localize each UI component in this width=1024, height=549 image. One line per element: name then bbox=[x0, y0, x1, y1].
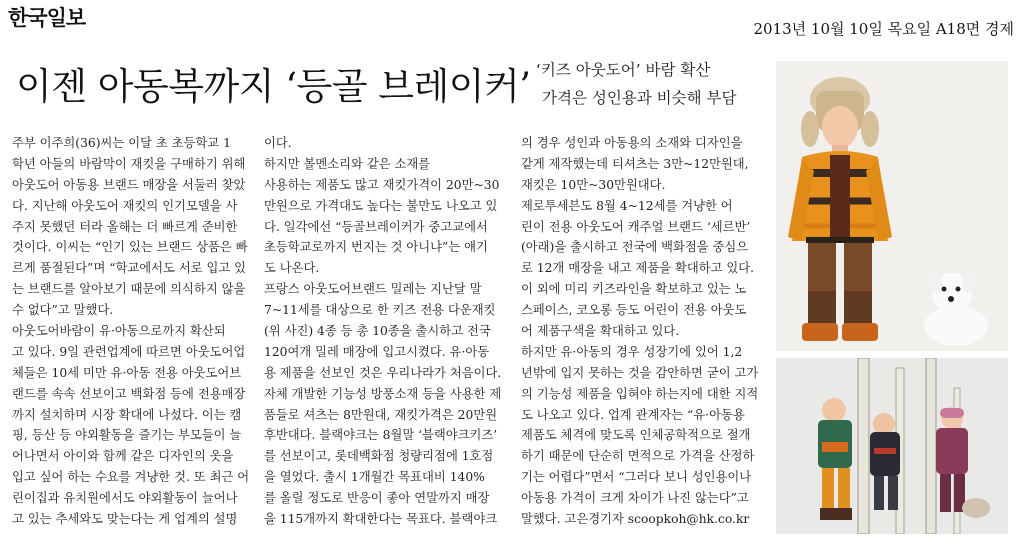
body-text-line: 사용하는 제품도 많고 재킷가격이 20만~30 bbox=[264, 177, 500, 192]
body-text-line: 년밖에 입지 못하는 것을 감안하면 굳이 고가 bbox=[521, 365, 759, 380]
body-text-line: 어나면서 아이와 함께 같은 디자인의 옷을 bbox=[12, 449, 234, 464]
subhead-line-1: ‘키즈 아웃도어’ 바람 확산 bbox=[536, 61, 711, 79]
body-text-line: 을 115개까지 확대한다는 목표다. 블랙야크 bbox=[264, 512, 498, 527]
body-text-line: 이다. bbox=[264, 136, 292, 150]
body-text-line: 초등학교로까지 번지는 것 아니냐”는 얘기 bbox=[264, 240, 488, 255]
body-text-line: 스페이스, 코오롱 등도 어린이 전용 아웃도 bbox=[521, 303, 747, 318]
body-text-line: 고 있는 추세와도 맞는다는 게 업계의 설명 bbox=[12, 512, 238, 527]
body-text-line: 것이다. 이씨는 “인기 있는 브랜드 상품은 빠 bbox=[12, 240, 248, 255]
body-text-line: 어 제품구색을 확대하고 있다. bbox=[521, 324, 680, 339]
body-text-line: 다. 일각에선 “등골브레이커가 중고교에서 bbox=[264, 219, 488, 234]
body-text-line: 제품도 체격에 맞도록 인체공학적으로 절개 bbox=[521, 428, 751, 443]
body-text-line: 린이 전용 아웃도어 캐주얼 브랜드 ‘세르반’ bbox=[521, 219, 751, 234]
body-text-line: 아웃도어바람이 유·아동으로까지 확산되 bbox=[12, 324, 226, 339]
body-column-2 bbox=[264, 133, 512, 530]
body-text-line: 주부 이주희(36)씨는 이달 초 초등학교 1 bbox=[12, 136, 231, 150]
article-headline: 이젠 아동복까지 ‘등골 브레이커’ bbox=[16, 65, 531, 108]
body-column-3 bbox=[521, 133, 771, 530]
body-text-line: (위 사진) 4종 등 총 10종을 출시하고 전국 bbox=[264, 324, 491, 339]
body-text-line: 주지 못했던 터라 올해는 더 빠르게 준비한 bbox=[12, 219, 238, 234]
body-text-line: 를 올릴 정도로 반응이 좋아 연말까지 매장 bbox=[264, 491, 490, 506]
body-text-line: 아동용 가격이 크게 차이가 나진 않는다”고 bbox=[521, 491, 749, 506]
body-text-line: 기는 어렵다”면서 “그러다 보니 성인용이나 bbox=[521, 470, 752, 485]
body-text-line: 수 없다”고 말했다. bbox=[12, 303, 114, 318]
body-text-line: 자체 개발한 기능성 방풍소재 등을 사용한 제 bbox=[264, 386, 502, 401]
dateline: 2013년 10월 10일 목요일 A18면 경제 bbox=[753, 20, 1014, 38]
body-text-line: 품들로 셔츠는 8만원대, 재킷가격은 20만원 bbox=[264, 407, 498, 422]
body-text-line: 하지만 볼멘소리와 같은 소재를 bbox=[264, 156, 431, 171]
body-text-line: 까지 설치하며 시장 확대에 나섰다. 이는 캠 bbox=[12, 407, 242, 422]
body-text-line: 고 있다. 9일 관련업계에 따르면 아웃도어업 bbox=[12, 344, 246, 359]
body-text-line: 를 선보이고, 롯데백화점 청량리점에 1호점 bbox=[264, 449, 494, 464]
article-subhead bbox=[536, 56, 736, 112]
body-text-line: 학년 아들의 바람막이 재킷을 구매하기 위해 bbox=[12, 156, 246, 171]
body-text-line: 제로투세븐도 8월 4~12세를 겨냥한 어 bbox=[521, 198, 733, 213]
body-text-line: 입고 싶어 하는 수요를 겨냥한 것. 또 최근 어 bbox=[12, 470, 250, 485]
body-text-line: 7~11세를 대상으로 한 키즈 전용 다운재킷 bbox=[264, 303, 496, 318]
body-text-line: 재킷은 10만~30만원대다. bbox=[521, 177, 666, 192]
body-text-line: 하지만 유·아동의 경우 성장기에 있어 1,2 bbox=[521, 344, 743, 359]
subhead-line-2: 가격은 성인용과 비슷해 부담 bbox=[542, 89, 737, 107]
body-text-line: 체들은 10세 미만 유·아동 전용 아웃도어브 bbox=[12, 365, 242, 380]
body-text-line: 로 12개 매장을 내고 제품을 확대하고 있다. bbox=[521, 261, 755, 276]
body-text-line: 핑, 등산 등 야외활동을 즐기는 부모들이 늘 bbox=[12, 428, 242, 443]
body-text-line: (아래)을 출시하고 전국에 백화점을 중심으 bbox=[521, 240, 749, 255]
body-text-line: 린이집과 유치원에서도 야외활동이 늘어나 bbox=[12, 491, 238, 506]
body-text-line: 같게 제작했는데 티셔츠는 3만~12만원대, bbox=[521, 156, 749, 171]
body-text-line: 후반대다. 블랙야크는 8월말 ‘블랙야크키즈’ bbox=[264, 428, 498, 443]
body-text-line: 도 나오고 있다. 업계 관계자는 “유·아동용 bbox=[521, 407, 745, 422]
body-text-line: 르게 품절된다”며 “학교에서도 서로 입고 있 bbox=[12, 261, 247, 276]
body-text-line: 용 제품을 선보인 것은 우리나라가 처음이다. bbox=[264, 365, 502, 380]
body-text-line: 말했다. 고은경기자 scoopkoh@hk.co.kr bbox=[521, 512, 750, 527]
photo-boy-orange-jacket bbox=[776, 61, 1008, 351]
kids-in-birch-forest-photo bbox=[776, 358, 1008, 534]
body-text-line: 도 나온다. bbox=[264, 261, 320, 276]
body-text-line: 을 열었다. 출시 1개월간 목표대비 140% bbox=[264, 470, 485, 485]
boy-in-orange-jacket-photo bbox=[776, 61, 1008, 351]
body-text-line: 의 기능성 제품을 입혀야 하는지에 대한 지적 bbox=[521, 386, 759, 401]
body-text-line: 아웃도어 아동용 브랜드 매장을 서둘러 찾았 bbox=[12, 177, 246, 192]
body-column-1 bbox=[12, 133, 260, 530]
body-text-line: 는 브랜드를 알아보기 때문에 의식하지 않을 bbox=[12, 282, 246, 297]
newspaper-logo: 한국일보 bbox=[8, 6, 86, 30]
photo-kids-forest bbox=[776, 358, 1008, 534]
body-text-line: 다. 지난해 아웃도어 재킷의 인기모델을 사 bbox=[12, 198, 238, 213]
body-text-line: 만원으로 가격대도 높다는 불만도 나오고 있 bbox=[264, 198, 498, 213]
body-text-line: 의 경우 성인과 아동용의 소재와 디자인을 bbox=[521, 136, 743, 150]
body-text-line: 이 외에 미리 키즈라인을 확보하고 있는 노 bbox=[521, 282, 747, 297]
body-text-line: 프랑스 아웃도어브랜드 밀레는 지난달 말 bbox=[264, 282, 482, 297]
body-text-line: 랜드를 속속 선보이고 백화점 등에 전용매장 bbox=[12, 386, 246, 401]
body-text-line: 120여개 밀레 매장에 입고시켰다. 유·아동 bbox=[264, 344, 490, 359]
body-text-line: 하기 때문에 단순히 면적으로 가격을 산정하 bbox=[521, 449, 755, 464]
